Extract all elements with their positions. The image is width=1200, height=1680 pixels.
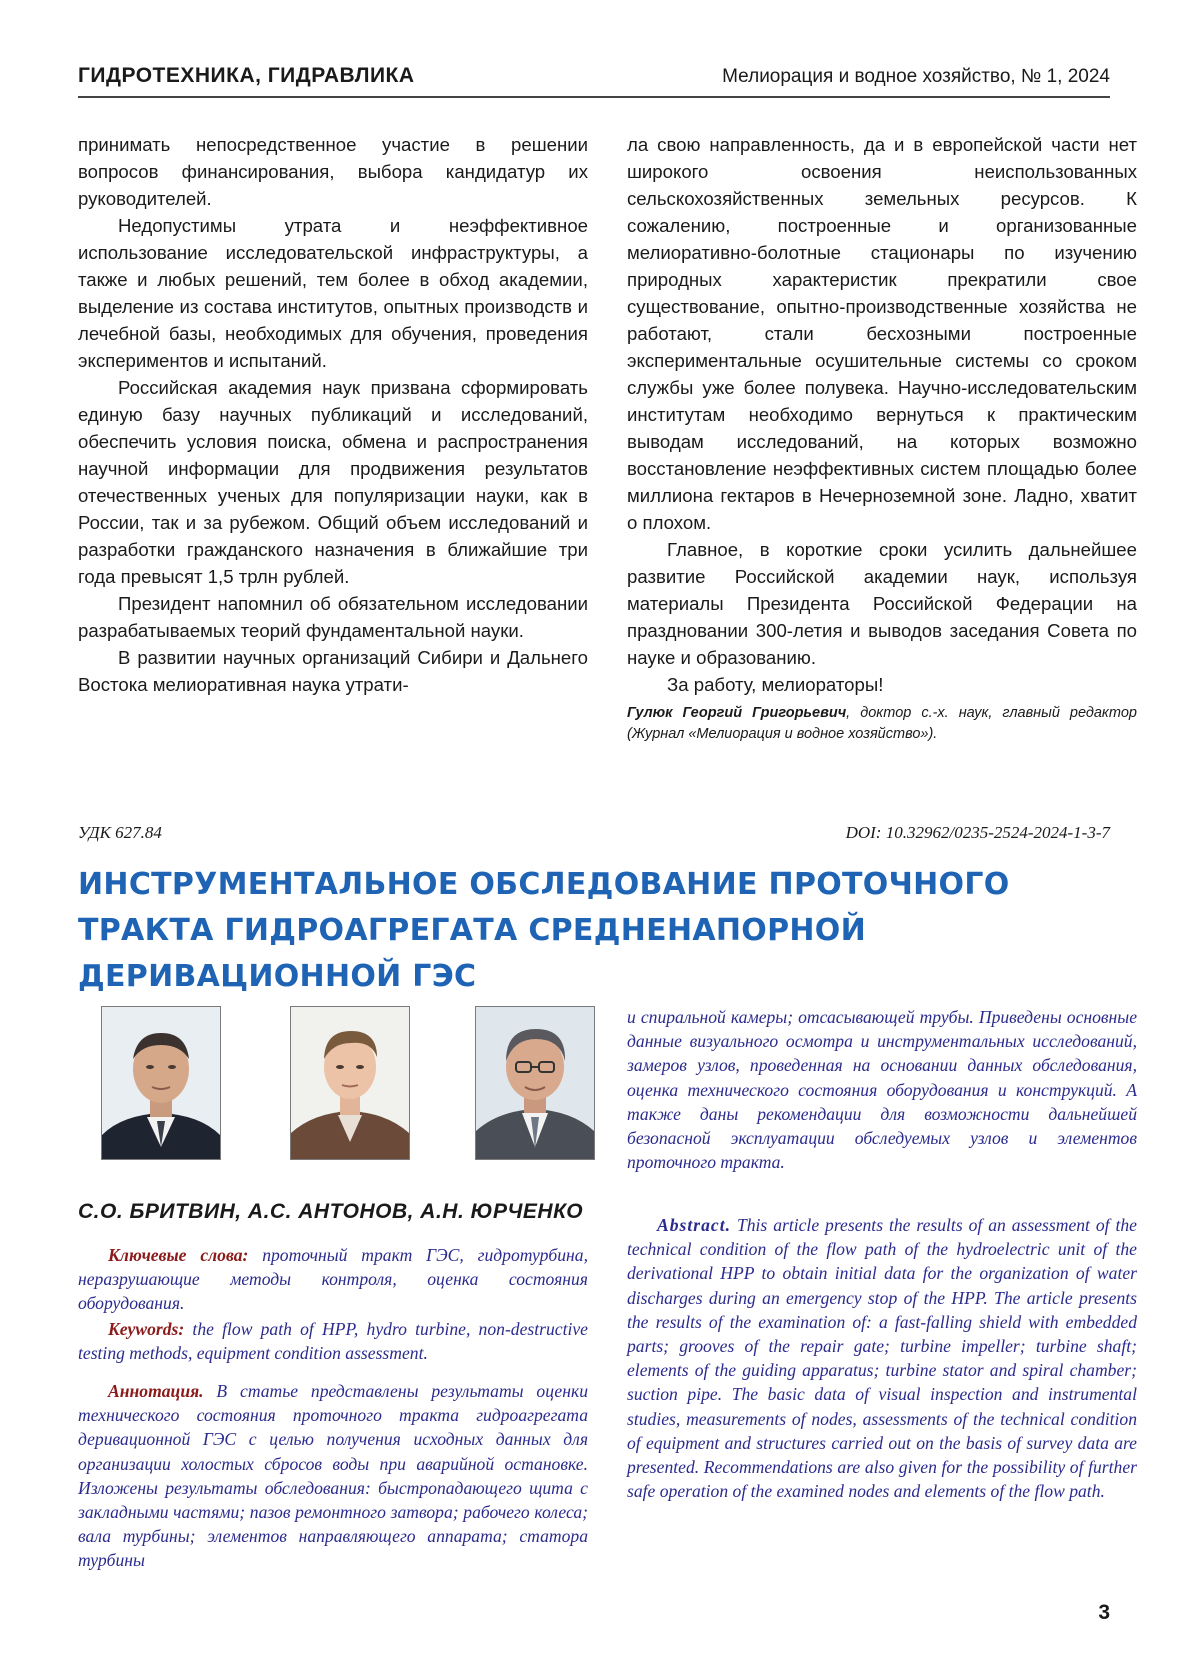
signature-name: Гулюк Георгий Григорьевич — [627, 705, 846, 721]
author-photo-antonov — [290, 1006, 410, 1160]
paragraph: За работу, мелиораторы! — [627, 671, 1137, 698]
keywords-en-text: the flow path of HPP, hydro turbine, non-destructive testing methods, equipment condition assessment. — [78, 1319, 588, 1363]
paragraph: В развитии научных организаций Сибири и Дальнего Востока мелиоративная наука утрати- — [78, 644, 588, 698]
doi-link[interactable]: DOI: 10.32962/0235-2524-2024-1-3-7 — [846, 823, 1110, 843]
abstract-en — [627, 1213, 1137, 1503]
keywords-ru — [78, 1243, 588, 1316]
keywords-ru-text: проточный тракт ГЭС, гидротурбина, неразрушающие методы контроля, оценка состояния оборудования. — [78, 1245, 588, 1313]
paragraph: Главное, в короткие сроки усилить дальнейшее развитие Российской академии наук, используя материалы Президента Российской Федерации на праздновании 300-летия и выводов заседания Совета по науке и образованию. — [627, 536, 1137, 671]
title-line: ТРАКТА ГИДРОАГРЕГАТА СРЕДНЕНАПОРНОЙ — [78, 908, 1138, 954]
annotation-ru-part2 — [627, 1005, 1137, 1174]
paragraph: Президент напомнил об обязательном исследовании разрабатываемых теорий фундаментальной науки. — [78, 590, 588, 644]
signature-role: , доктор с.-х. наук, главный редактор (Журнал «Мелиорация и водное хозяйство»). — [627, 705, 1137, 742]
keywords-en — [78, 1317, 588, 1365]
author-photo-yurchenko — [475, 1006, 595, 1160]
prev-article-left-column — [78, 131, 588, 698]
article-title — [78, 862, 1138, 1000]
udk-code: УДК 627.84 — [78, 823, 162, 843]
annotation-text: В статье представлены результаты оценки технического состояния проточного тракта гидроагрегата деривационной ГЭС с целью получения исходных данных для организации холостых сбросов воды при аварийной остановке. Изложены результаты обследования: быстропадающего щита с закладными частями; пазов ремонтного затвора; рабочего колеса; вала турбины; элементов направляющего аппарата; статора турбины — [78, 1381, 588, 1570]
paragraph: принимать непосредственное участие в решении вопросов финансирования, выбора кандидатур их руководителей. — [78, 131, 588, 212]
page-number: 3 — [1098, 1601, 1110, 1625]
title-line: ДЕРИВАЦИОННОЙ ГЭС — [78, 954, 1138, 1000]
keywords-en-label: Keywords: — [108, 1319, 184, 1339]
editor-signature — [627, 703, 1137, 745]
article-authors: С.О. БРИТВИН, А.С. АНТОНОВ, А.Н. ЮРЧЕНКО — [78, 1200, 583, 1224]
paragraph: ла свою направленность, да и в европейской части нет широкого освоения неиспользованных сельскохозяйственных земельных ресурсов. К сожалению, построенные и организованные мелиоративно-болотные стационары по изучению природных характеристик прекратили свое существование, опытно-производственные хозяйства не работают, стали бесхозными построенные экспериментальные осушительные системы со сроком службы уже более полувека. Научно-исследовательским институтам необходимо вернуться к практическим выводам исследований, на которых возможно восстановление неэффективных систем площадью более миллиона гектаров в Нечерноземной зоне. Ладно, хватит о плохом. — [627, 131, 1137, 536]
journal-issue: Мелиорация и водное хозяйство, № 1, 2024 — [722, 66, 1110, 88]
annotation-text-continued: и спиральной камеры; отсасывающей трубы. Приведены основные данные визуального осмотра и инструментальных исследований, замеров узлов, проведенная на основании данных обследования, оценка технического состояния оборудования и конструкций. А также даны рекомендации для возможности дальнейшей безопасной эксплуатации обследуемых узлов и элементов проточного тракта. — [627, 1007, 1137, 1172]
paragraph: Российская академия наук призвана сформировать единую базу научных публикаций и исследований, обеспечить условия поиска, обмена и распространения научной информации для продвижения результатов отечественных ученых для популяризации науки, как в России, так и за рубежом. Общий объем исследований и разработки гражданского назначения в ближайшие три года превысят 1,5 трлн рублей. — [78, 374, 588, 590]
annotation-ru-part1 — [78, 1379, 588, 1573]
abstract-label: Abstract. — [657, 1215, 731, 1235]
annotation-label: Аннотация. — [108, 1381, 204, 1401]
prev-article-right-column — [627, 131, 1137, 745]
keywords-ru-label: Ключевые слова: — [108, 1245, 248, 1265]
paragraph: Недопустимы утрата и неэффективное использование исследовательской инфраструктуры, а также и любых решений, тем более в обход академии, выделение из состава институтов, опытных производств и лечебной базы, необходимых для обучения, проведения экспериментов и испытаний. — [78, 212, 588, 374]
abstract-text: This article presents the results of an assessment of the technical condition of the flow path of the hydroelectric unit of the derivational HPP to obtain initial data for the organization of water discharges during an emergency stop of the HPP. The article presents the results of the examination of: a fast-falling shield with embedded parts; grooves of the repair gate; turbine impeller; turbine shaft; elements of the guiding apparatus; turbine stator and spiral chamber; suction pipe. The basic data of visual inspection and instrumental studies, measurements of nodes, assessments of the technical condition of equipment and structures carried out on the basis of survey data are presented. Recommendations are also given for the possibility of further safe operation of the examined nodes and elements of the flow path. — [627, 1215, 1137, 1501]
header-divider — [78, 96, 1110, 98]
author-photo-britvin — [101, 1006, 221, 1160]
title-line: ИНСТРУМЕНТАЛЬНОЕ ОБСЛЕДОВАНИЕ ПРОТОЧНОГО — [78, 862, 1138, 908]
section-heading: ГИДРОТЕХНИКА, ГИДРАВЛИКА — [78, 64, 415, 88]
